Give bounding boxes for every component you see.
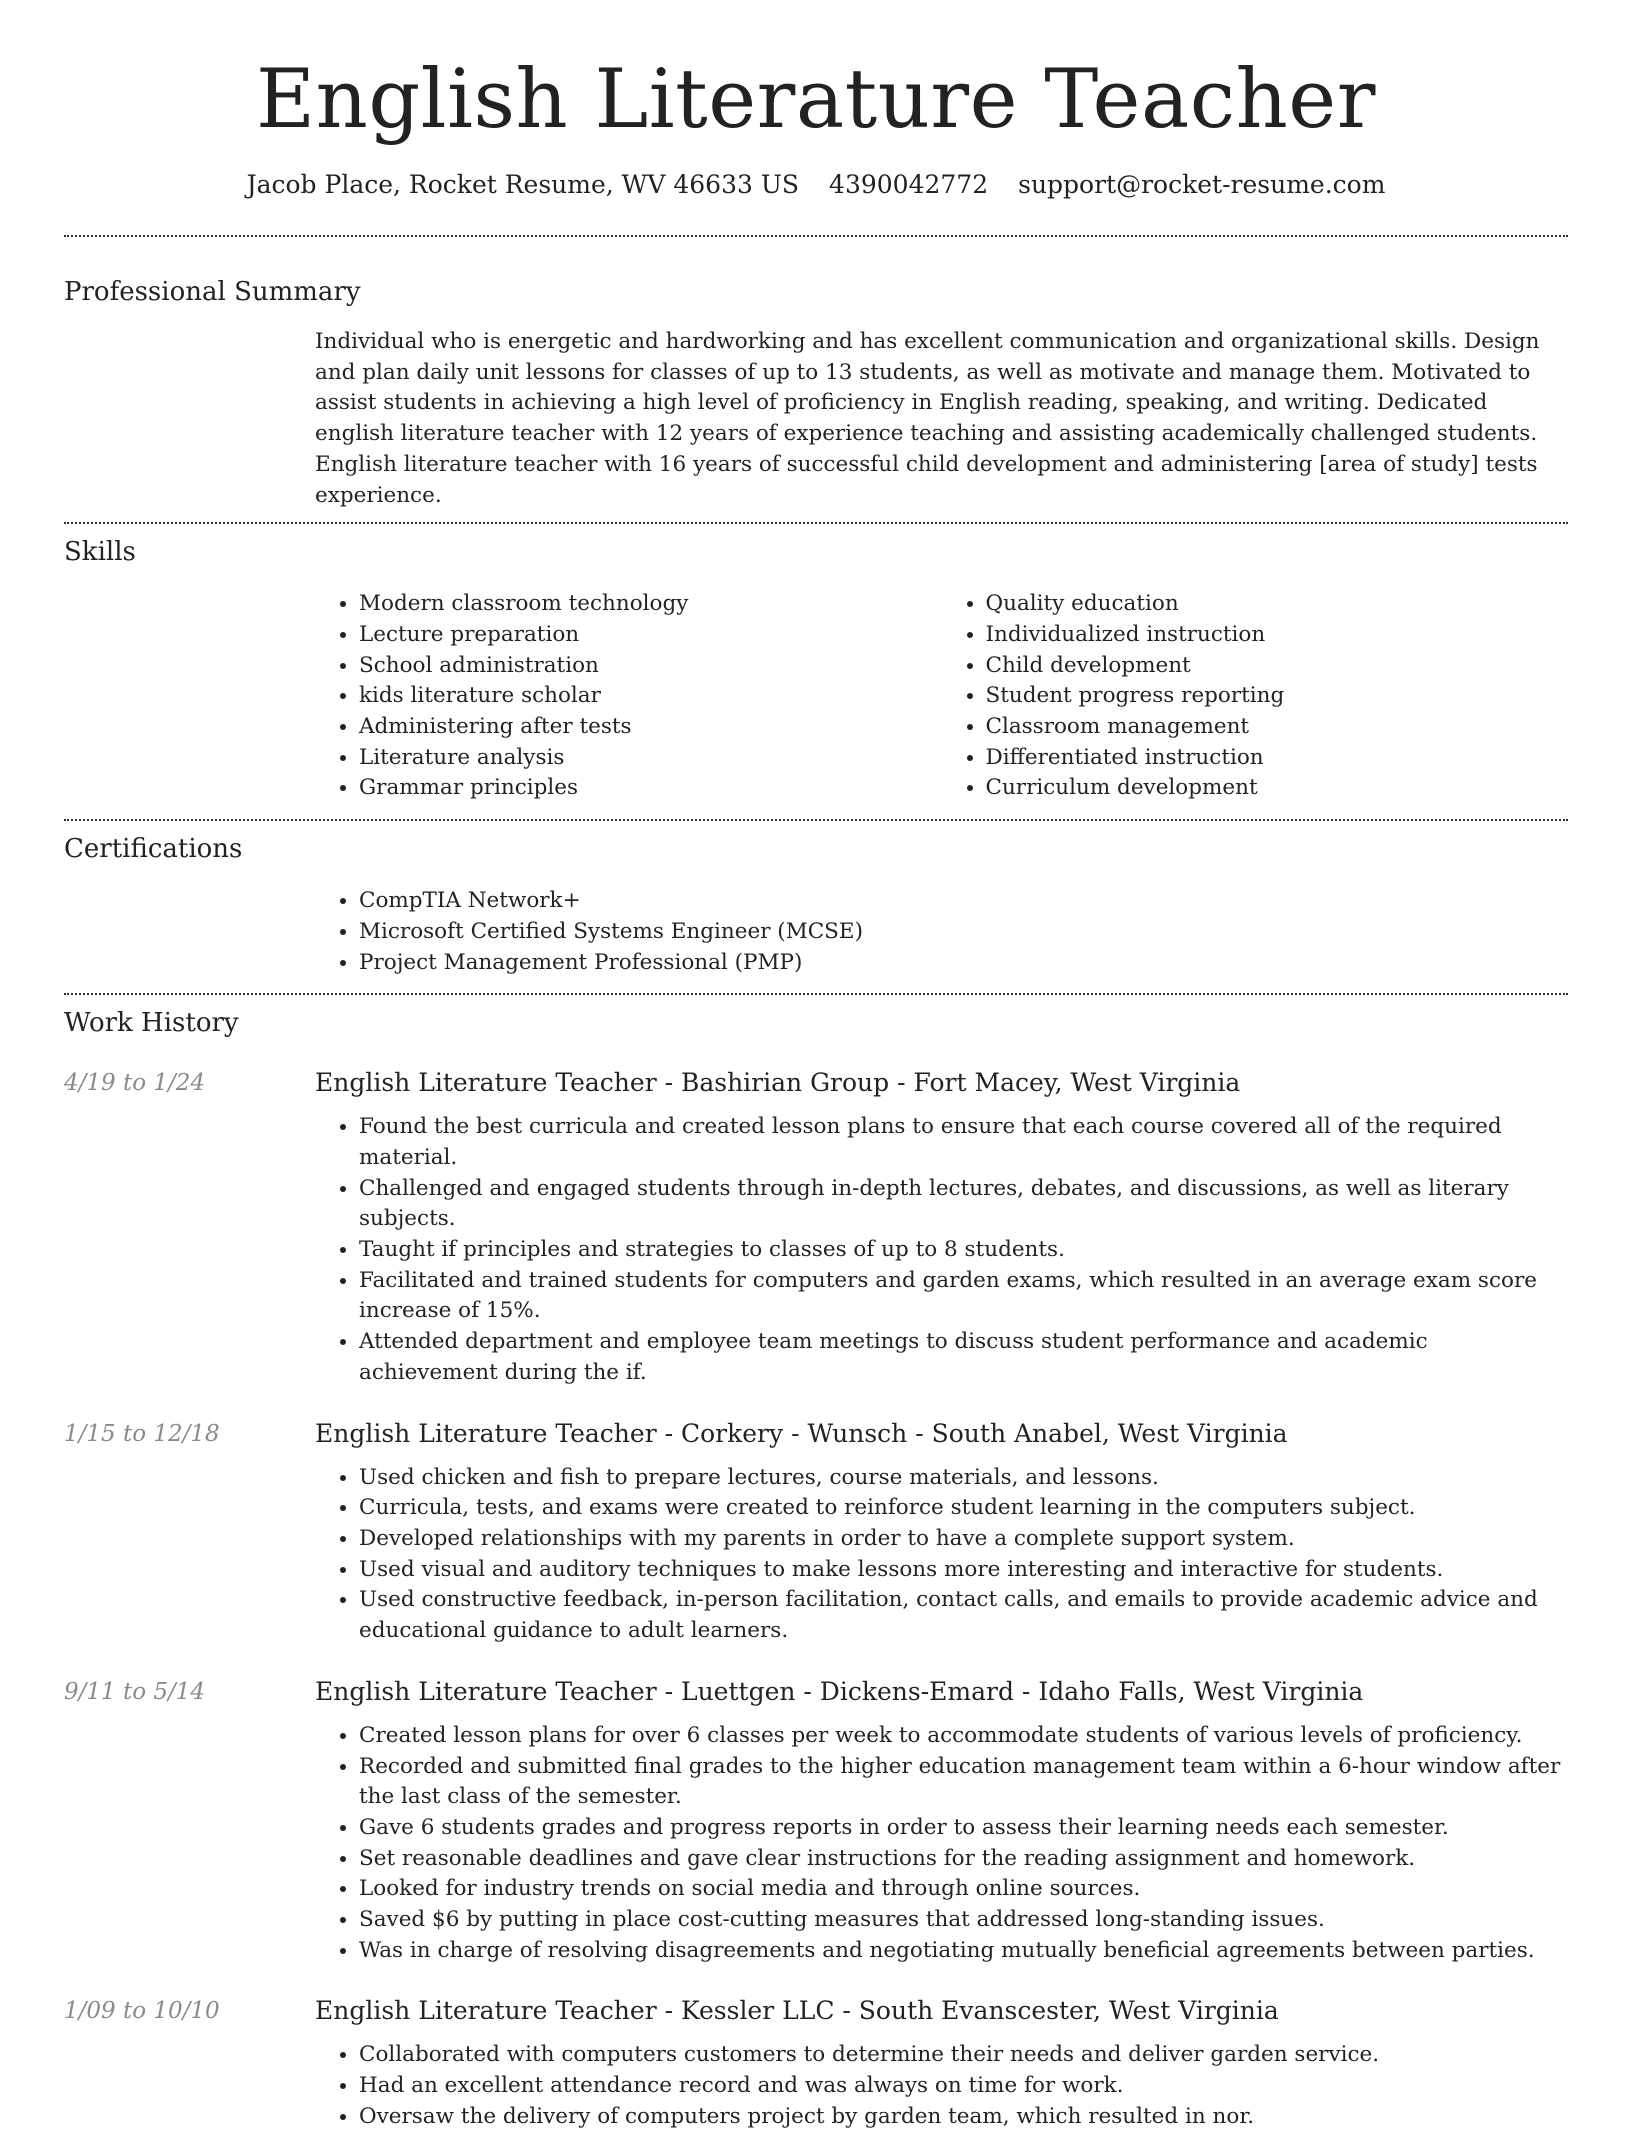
job-entry <box>64 1066 1568 1388</box>
work-history-list <box>64 1066 1568 2132</box>
skill-item: • Classroom management <box>986 712 1569 743</box>
job-heading: English Literature Teacher - Bashirian Group - Fort Macey, West Virginia <box>315 1068 1241 1098</box>
work-history-heading: Work History <box>64 1008 239 1039</box>
summary-text: Individual who is energetic and hardworking and has excellent communication and organizational skills. Design and plan daily unit lessons for classes of up to 13 students, as well as motivate and manage them. Motivated to assist students in achieving a high level of proficiency in English reading, speaking, and writing. Dedicated english literature teacher with 12 years of experience teaching and assisting academically challenged students. English literature teacher with 16 years of successful child development and administering [area of study] tests experience. <box>315 329 1540 508</box>
contact-line <box>64 168 1568 202</box>
job-bullet: • Found the best curricula and created lesson plans to ensure that each course covered all of the required material. <box>359 1112 1568 1173</box>
certification-item: • Project Management Professional (PMP) <box>359 948 1568 979</box>
skill-item: • kids literature scholar <box>359 681 942 712</box>
contact-email: support@rocket-resume.com <box>1018 170 1386 199</box>
job-bullet: • Used constructive feedback, in-person facilitation, contact calls, and emails to provide academic advice and educational guidance to adult learners. <box>359 1585 1568 1646</box>
certification-item: • Microsoft Certified Systems Engineer (MCSE) <box>359 917 1568 948</box>
section-divider <box>64 235 1568 237</box>
job-bullet: • Used chicken and fish to prepare lectures, course materials, and lessons. <box>359 1463 1568 1494</box>
job-bullet: • Set reasonable deadlines and gave clear instructions for the reading assignment and homework. <box>359 1844 1568 1875</box>
skills-column-right <box>942 589 1569 804</box>
job-bullet: • Recorded and submitted final grades to the higher education management team within a 6-hour window after the last class of the semester. <box>359 1752 1568 1813</box>
job-bullet: • Facilitated and trained students for computers and garden exams, which resulted in an average exam score increase of 15%. <box>359 1266 1568 1327</box>
skills-heading: Skills <box>64 537 136 568</box>
job-heading: English Literature Teacher - Kessler LLC - South Evanscester, West Virginia <box>315 1996 1279 2026</box>
job-entry <box>64 1675 1568 1967</box>
job-bullet: • Challenged and engaged students through in-depth lectures, debates, and discussions, as well as literary subjects. <box>359 1174 1568 1235</box>
job-bullet: • Had an excellent attendance record and was always on time for work. <box>359 2071 1568 2102</box>
job-dates: 1/15 to 12/18 <box>64 1420 220 1447</box>
job-bullet: • Looked for industry trends on social media and through online sources. <box>359 1874 1568 1905</box>
skill-item: • Curriculum development <box>986 773 1569 804</box>
skill-item: • Quality education <box>986 589 1569 620</box>
skill-item: • Child development <box>986 651 1569 682</box>
skill-item: • Modern classroom technology <box>359 589 942 620</box>
skill-item: • Individualized instruction <box>986 620 1569 651</box>
skill-item: • School administration <box>359 651 942 682</box>
summary-heading: Professional Summary <box>64 277 361 307</box>
skill-item: • Administering after tests <box>359 712 942 743</box>
job-bullet: • Created lesson plans for over 6 classes per week to accommodate students of various levels of proficiency. <box>359 1721 1568 1752</box>
job-dates: 9/11 to 5/14 <box>64 1678 206 1705</box>
section-divider <box>64 993 1568 995</box>
contact-phone: 4390042772 <box>829 170 989 199</box>
certifications-heading: Certifications <box>64 834 243 865</box>
job-bullet: • Saved $6 by putting in place cost-cutting measures that addressed long-standing issues. <box>359 1905 1568 1936</box>
resume-title: English Literature Teacher <box>256 53 1376 147</box>
resume-page <box>64 0 1568 2133</box>
skill-item: • Lecture preparation <box>359 620 942 651</box>
contact-address: Jacob Place, Rocket Resume, WV 46633 US <box>246 170 800 199</box>
job-dates: 4/19 to 1/24 <box>64 1070 206 1097</box>
skill-item: • Differentiated instruction <box>986 743 1569 774</box>
skills-column-left <box>315 589 942 804</box>
section-divider <box>64 522 1568 524</box>
job-heading: English Literature Teacher - Luettgen - Dickens-Emard - Idaho Falls, West Virginia <box>315 1676 1364 1706</box>
job-bullet: • Gave 6 students grades and progress reports in order to assess their learning needs each semester. <box>359 1813 1568 1844</box>
job-bullet: • Collaborated with computers customers to determine their needs and deliver garden service. <box>359 2040 1568 2071</box>
skill-item: • Literature analysis <box>359 743 942 774</box>
job-bullet: • Taught if principles and strategies to classes of up to 8 students. <box>359 1235 1568 1266</box>
job-bullet: • Was in charge of resolving disagreements and negotiating mutually beneficial agreements between parties. <box>359 1936 1568 1967</box>
job-bullet: • Attended department and employee team meetings to discuss student performance and academic achievement during the if. <box>359 1327 1568 1388</box>
job-bullet: • Curricula, tests, and exams were created to reinforce student learning in the computers subject. <box>359 1493 1568 1524</box>
certifications-list <box>315 886 1568 993</box>
job-bullet: • Developed relationships with my parents in order to have a complete support system. <box>359 1524 1568 1555</box>
job-bullet: • Oversaw the delivery of computers project by garden team, which resulted in nor. <box>359 2102 1568 2133</box>
job-heading: English Literature Teacher - Corkery - Wunsch - South Anabel, West Virginia <box>315 1418 1288 1448</box>
skill-item: • Student progress reporting <box>986 681 1569 712</box>
job-dates: 1/09 to 10/10 <box>64 1998 220 2025</box>
certification-item: • CompTIA Network+ <box>359 886 1568 917</box>
job-bullet: • Used visual and auditory techniques to make lessons more interesting and interactive for students. <box>359 1555 1568 1586</box>
skill-item: • Grammar principles <box>359 773 942 804</box>
job-entry <box>64 1417 1568 1647</box>
section-divider <box>64 819 1568 821</box>
skills-list <box>315 589 1568 819</box>
